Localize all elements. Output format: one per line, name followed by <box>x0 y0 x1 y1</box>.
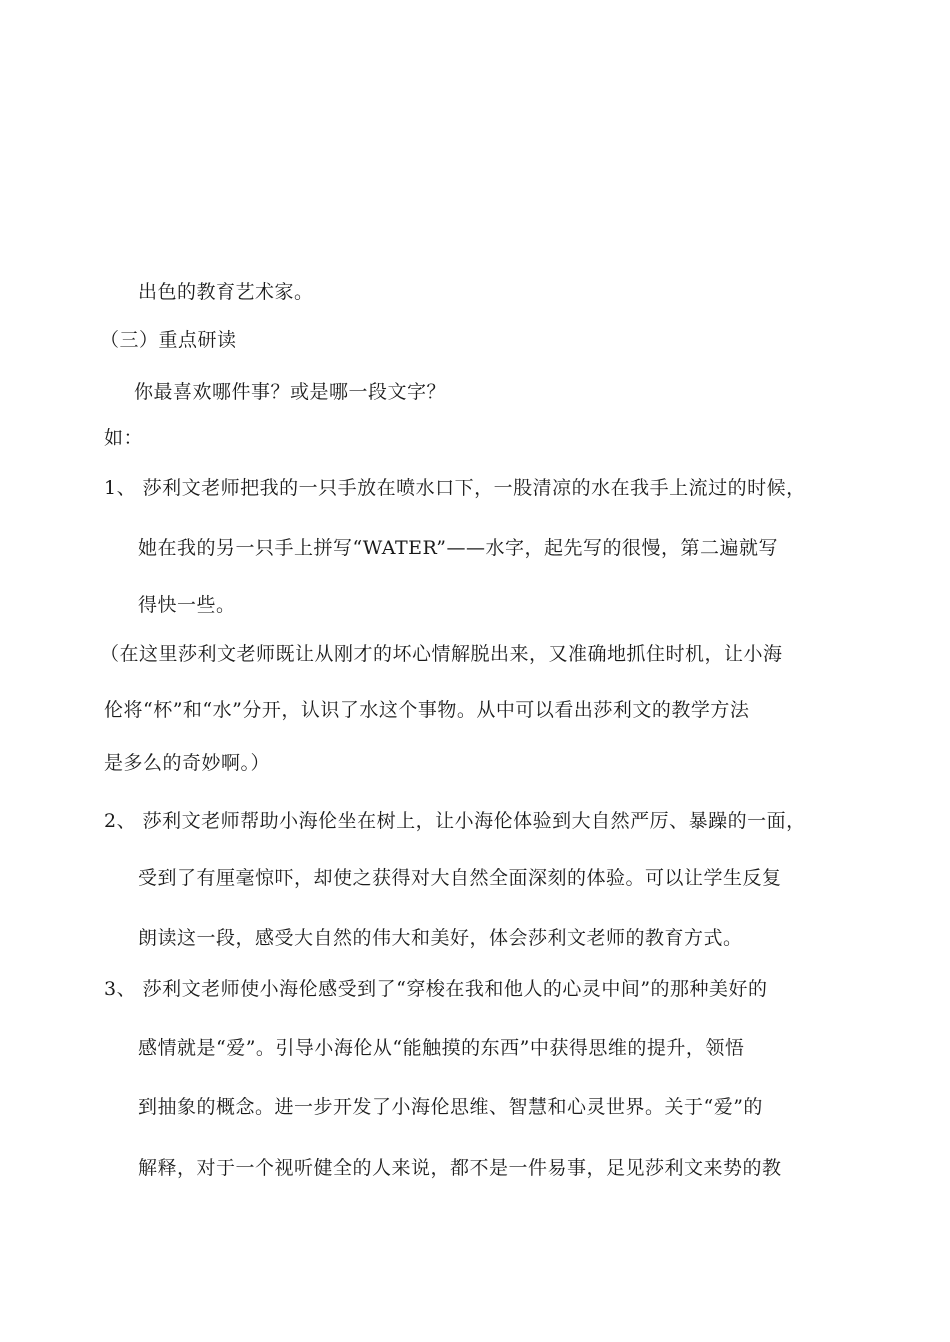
text-line: （在这里莎利文老师既让从刚才的坏心情解脱出来，又准确地抓住时机，让小海 <box>100 643 783 665</box>
text-line: 她在我的另一只手上拼写“WATER”——水字，起先写的很慢，第二遍就写 <box>138 537 779 559</box>
list-item-1: 1、 莎利文老师把我的一只手放在喷水口下，一股清凉的水在我手上流过的时候， <box>104 477 806 499</box>
text-line: 朗读这一段，感受大自然的伟大和美好，体会莎利文老师的教育方式。 <box>138 927 743 949</box>
text-line: 解释，对于一个视听健全的人来说，都不是一件易事，足见莎利文来势的教 <box>138 1157 782 1179</box>
text-line: 感情就是“爱”。引导小海伦从“能触摸的东西”中获得思维的提升，领悟 <box>138 1037 745 1059</box>
text-line: 到抽象的概念。进一步开发了小海伦思维、智慧和心灵世界。关于“爱”的 <box>138 1096 763 1118</box>
text-line: 得快一些。 <box>138 594 236 616</box>
text-line: 你最喜欢哪件事？或是哪一段文字？ <box>134 381 447 403</box>
text-line: 是多么的奇妙啊。） <box>104 752 271 774</box>
section-heading: （三）重点研读 <box>100 329 237 351</box>
text-line: 受到了有厘毫惊吓，却使之获得对大自然全面深刻的体验。可以让学生反复 <box>138 867 782 889</box>
text-line: 如： <box>104 427 144 449</box>
text-line: 出色的教育艺术家。 <box>138 281 314 303</box>
list-item-2: 2、 莎利文老师帮助小海伦坐在树上，让小海伦体验到大自然严厉、暴躁的一面， <box>104 810 806 832</box>
list-item-3: 3、 莎利文老师使小海伦感受到了“穿梭在我和他人的心灵中间”的那种美好的 <box>104 978 768 1000</box>
text-line: 伦将“杯”和“水”分开，认识了水这个事物。从中可以看出莎利文的教学方法 <box>104 699 750 721</box>
